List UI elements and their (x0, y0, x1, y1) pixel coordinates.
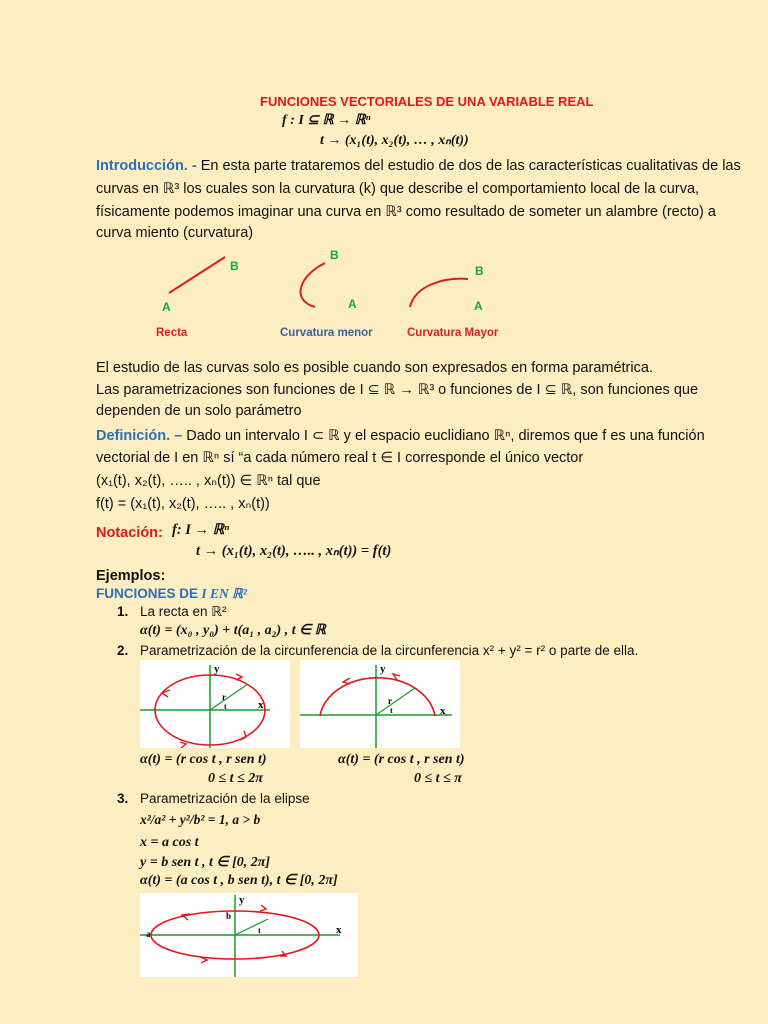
header-formula-line2: t → (x₁(t), x₂(t), … , xₙ(t)) (320, 133, 469, 148)
definition-line2: vectorial de I en ℝⁿ sí “a cada número real t ∈ I corresponde el único vector (96, 450, 584, 466)
ellipse-x: x = a cos t (140, 835, 199, 850)
header-formula-line1: f : I ⊆ ℝ → ℝⁿ (282, 113, 371, 128)
para-line2: Las parametrizaciones son funciones de I ⊆ ℝ → ℝ³ o funciones de I ⊆ ℝ, son funciones que (96, 382, 699, 398)
label-t: t (390, 706, 393, 715)
definition-line1: Definición. – Dado un intervalo I ⊂ ℝ y el espacio euclidiano ℝⁿ, diremos que f es una función (96, 428, 705, 444)
ellipse-y: y = b sen t , t ∈ [0, 2π] (140, 855, 271, 870)
item3-number: 3. (117, 791, 129, 806)
label-curvatura-menor: Curvatura menor (280, 327, 373, 339)
label-a: a (146, 929, 151, 939)
radius-line (376, 688, 415, 715)
axis-y-label: y (239, 894, 245, 906)
axis-y-label: y (380, 663, 386, 675)
definition-line3: (x₁(t), x₂(t), ….. , xₙ(t)) ∈ ℝⁿ tal que (96, 473, 321, 489)
point-b-1: B (230, 259, 239, 273)
para-line1: El estudio de las curvas solo es posible cuando son expresados en forma paramétrica. (96, 360, 653, 376)
radius-line (210, 684, 248, 710)
item2-text: Parametrización de la circunferencia de la circunferencia x² + y² = r² o parte de ella. (140, 643, 639, 658)
lesser-curve (301, 263, 325, 307)
circle-formula-right: α(t) = (r cos t , r sen t) (338, 752, 465, 767)
point-a-3: A (474, 299, 483, 313)
para-line3: dependen de un solo parámetro (96, 403, 302, 419)
arrow-icon (260, 905, 266, 911)
axis-x-label: x (440, 705, 446, 717)
ellipse-alpha: α(t) = (a cos t , b sen t), t ∈ [0, 2π] (140, 873, 338, 888)
intro-line3: físicamente podemos imaginar una curva en ℝ³ como resultado de someter un alambre (recto) a (96, 204, 716, 220)
circle-figure (140, 660, 290, 748)
arrow-icon (236, 674, 242, 680)
circle-range-left: 0 ≤ t ≤ 2π (208, 771, 263, 786)
curvature-diagram (150, 245, 530, 325)
intro-line1: Introducción. - En esta parte trataremos del estudio de dos de las características cualitativas de las (96, 158, 741, 174)
intro-line4: curva miento (curvatura) (96, 225, 254, 241)
intro-line2: curvas en ℝ³ los cuales son la curvatura (k) que describe el comportamiento local de la curva, (96, 181, 700, 197)
label-recta: Recta (156, 327, 188, 339)
notation-line1: f: I → ℝⁿ (172, 522, 230, 538)
examples-subheading: FUNCIONES DE I EN ℝ² (96, 586, 247, 601)
page-title: FUNCIONES VECTORIALES DE UNA VARIABLE REAL (260, 94, 594, 109)
label-t: t (258, 926, 261, 935)
item2-number: 2. (117, 643, 129, 658)
label-b: b (226, 911, 232, 921)
straight-line (169, 257, 225, 293)
point-b-3: B (475, 264, 484, 278)
circle-range-right: 0 ≤ t ≤ π (414, 771, 462, 786)
ellipse-figure (140, 893, 358, 977)
label-t: t (224, 702, 227, 711)
arrow-icon (180, 742, 186, 748)
axis-x-label: x (258, 699, 264, 711)
point-b-2: B (330, 248, 339, 262)
label-curvatura-mayor: Curvatura Mayor (407, 327, 499, 339)
axis-x-label: x (336, 924, 342, 936)
greater-curve (410, 279, 468, 307)
arrow-icon (343, 678, 350, 684)
point-a-1: A (162, 300, 171, 314)
intro-label: Introducción. - (96, 158, 197, 174)
item3-text: Parametrización de la elipse (140, 791, 310, 806)
definition-label: Definición. – (96, 428, 183, 444)
circle-formula-left: α(t) = (r cos t , r sen t) (140, 752, 267, 767)
notation-label: Notación: (96, 525, 163, 541)
examples-heading: Ejemplos: (96, 568, 166, 584)
item1-formula: α(t) = (x₀ , y₀) + t(a₁ , a₂) , t ∈ ℝ (140, 623, 326, 638)
radius-line (235, 919, 268, 935)
label-r: r (388, 696, 392, 706)
label-r: r (222, 692, 226, 702)
ellipse-equation: x²/a² + y²/b² = 1, a > b (140, 812, 261, 827)
axis-y-label: y (214, 663, 220, 675)
item1-text: La recta en ℝ² (140, 604, 227, 619)
semicircle-figure (300, 660, 460, 748)
point-a-2: A (348, 297, 357, 311)
definition-line4: f(t) = (x₁(t), x₂(t), ….. , xₙ(t)) (96, 496, 270, 512)
semicircle-path (320, 678, 435, 716)
item1-number: 1. (117, 604, 129, 619)
notation-line2: t → (x₁(t), x₂(t), ….. , xₙ(t)) = f(t) (196, 543, 392, 559)
